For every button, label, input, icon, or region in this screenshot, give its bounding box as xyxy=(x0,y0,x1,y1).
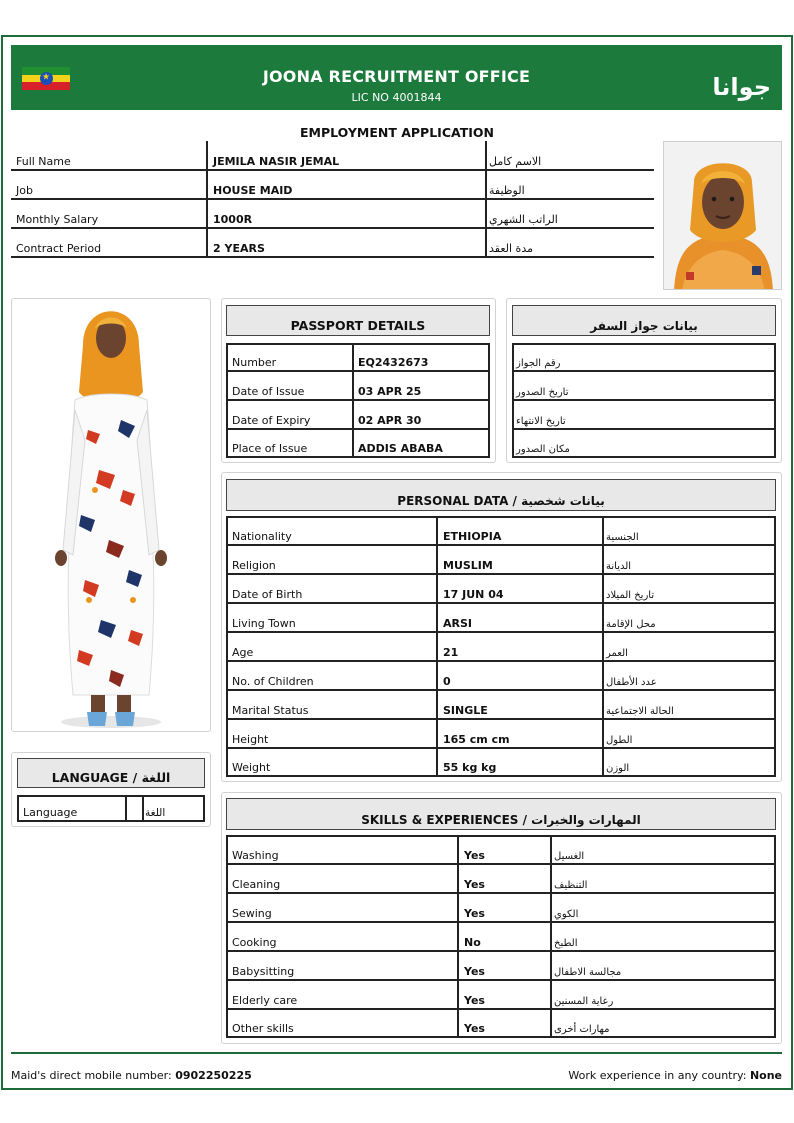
personal-row xyxy=(226,604,776,633)
skills-value: Yes xyxy=(464,878,485,891)
personal-label: No. of Children xyxy=(232,675,314,688)
personal-label-arabic: تاريخ الميلاد xyxy=(606,590,655,601)
passport-arabic-row xyxy=(512,343,776,372)
skills-row xyxy=(226,981,776,1010)
personal-label-arabic: العمر xyxy=(606,648,628,659)
passport-value: EQ2432673 xyxy=(358,356,429,369)
personal-label-arabic: الوزن xyxy=(606,763,630,774)
skills-row xyxy=(226,894,776,923)
summary-row xyxy=(11,229,654,258)
skills-label-arabic: الغسيل xyxy=(554,851,585,862)
summary-value: JEMILA NASIR JEMAL xyxy=(213,155,340,168)
skills-value: Yes xyxy=(464,907,485,920)
personal-label: Nationality xyxy=(232,530,292,543)
personal-label: Marital Status xyxy=(232,704,309,717)
passport-row xyxy=(226,401,490,430)
passport-arabic-row xyxy=(512,372,776,401)
personal-row xyxy=(226,575,776,604)
personal-label: Living Town xyxy=(232,617,296,630)
personal-value: MUSLIM xyxy=(443,559,493,572)
work-experience-label: Work experience in any country: xyxy=(568,1069,747,1082)
summary-label-arabic: الوظيفة xyxy=(489,184,525,197)
passport-label: Date of Issue xyxy=(232,385,305,398)
language-title: LANGUAGE / اللغة xyxy=(17,758,205,788)
passport-label-arabic: رقم الجواز xyxy=(516,358,561,369)
office-name: JOONA RECRUITMENT OFFICE xyxy=(262,67,531,86)
personal-row xyxy=(226,720,776,749)
application-title: EMPLOYMENT APPLICATION xyxy=(300,125,494,140)
skills-row xyxy=(226,835,776,865)
skills-value: Yes xyxy=(464,849,485,862)
passport-row xyxy=(226,430,490,458)
personal-label: Religion xyxy=(232,559,276,572)
skills-label-arabic: التنظيف xyxy=(554,880,588,891)
office-name-arabic: جوانا xyxy=(712,73,771,101)
personal-label-arabic: الديانة xyxy=(606,561,632,572)
personal-label-arabic: محل الإقامة xyxy=(606,619,656,630)
work-experience-value: None xyxy=(749,1069,782,1082)
license-number: LIC NO 4001844 xyxy=(351,91,442,104)
passport-arabic-row xyxy=(512,401,776,430)
ethiopian-flag-icon: ★ xyxy=(22,67,70,90)
passport-title-arabic: بيانات جواز السفر xyxy=(512,305,776,336)
summary-value: HOUSE MAID xyxy=(213,184,293,197)
skills-label-arabic: رعاية المسنين xyxy=(554,996,614,1007)
personal-value: 0 xyxy=(443,675,451,688)
skills-row xyxy=(226,865,776,894)
personal-row xyxy=(226,546,776,575)
personal-row xyxy=(226,516,776,546)
skills-title: SKILLS & EXPERIENCES / المهارات والخبرات xyxy=(226,798,776,830)
personal-label: Date of Birth xyxy=(232,588,303,601)
summary-row xyxy=(11,141,654,171)
summary-label-arabic: الراتب الشهري xyxy=(489,213,558,226)
personal-data-title: PERSONAL DATA / بيانات شخصية xyxy=(226,479,776,511)
skills-value: Yes xyxy=(464,1022,485,1035)
personal-label-arabic: الحالة الاجتماعية xyxy=(606,706,674,717)
skills-value: Yes xyxy=(464,994,485,1007)
personal-value: 17 JUN 04 xyxy=(443,588,504,601)
portrait-photo xyxy=(663,141,782,290)
personal-label-arabic: الطول xyxy=(606,735,633,746)
personal-label-arabic: الجنسية xyxy=(606,532,639,543)
skills-label-arabic: مجالسة الاطفال xyxy=(554,967,622,978)
mobile-number-value: 0902250225 xyxy=(175,1069,252,1082)
skills-row xyxy=(226,1010,776,1038)
skills-label: Babysitting xyxy=(232,965,295,978)
summary-value: 2 YEARS xyxy=(213,242,265,255)
summary-label: Contract Period xyxy=(16,242,102,255)
mobile-number xyxy=(11,1069,252,1082)
personal-label: Age xyxy=(232,646,254,659)
skills-label: Washing xyxy=(232,849,279,862)
passport-label: Place of Issue xyxy=(232,442,308,455)
skills-row xyxy=(226,923,776,952)
passport-value: 02 APR 30 xyxy=(358,414,422,427)
passport-label-arabic: تاريخ الصدور xyxy=(516,387,569,398)
summary-label: Job xyxy=(16,184,33,197)
personal-row xyxy=(226,691,776,720)
skills-label-arabic: مهارات أخرى xyxy=(554,1024,610,1035)
skills-label: Cleaning xyxy=(232,878,281,891)
personal-label-arabic: عدد الأطفال xyxy=(606,677,657,688)
footer-divider xyxy=(11,1052,782,1054)
summary-row xyxy=(11,200,654,229)
personal-value: 21 xyxy=(443,646,459,659)
skills-row xyxy=(226,952,776,981)
full-body-photo xyxy=(13,300,209,730)
personal-value: 165 cm cm xyxy=(443,733,510,746)
header-banner xyxy=(11,45,782,110)
passport-label: Number xyxy=(232,356,277,369)
personal-row xyxy=(226,662,776,691)
passport-value: ADDIS ABABA xyxy=(358,442,443,455)
summary-label: Monthly Salary xyxy=(16,213,99,226)
personal-value: 55 kg kg xyxy=(443,761,497,774)
skills-label-arabic: الطبخ xyxy=(554,938,578,949)
skills-label: Elderly care xyxy=(232,994,298,1007)
passport-arabic-row xyxy=(512,430,776,458)
personal-row xyxy=(226,749,776,777)
summary-label: Full Name xyxy=(16,155,71,168)
mobile-number-label: Maid's direct mobile number: xyxy=(11,1069,172,1082)
passport-title: PASSPORT DETAILS xyxy=(226,305,490,336)
skills-label-arabic: الكوي xyxy=(554,909,579,920)
summary-label-arabic: مدة العقد xyxy=(489,242,533,255)
personal-value: SINGLE xyxy=(443,704,488,717)
passport-label: Date of Expiry xyxy=(232,414,311,427)
summary-label-arabic: الاسم كامل xyxy=(489,155,542,168)
passport-row xyxy=(226,372,490,401)
summary-value: 1000R xyxy=(213,213,253,226)
personal-value: ETHIOPIA xyxy=(443,530,502,543)
passport-label-arabic: تاريخ الانتهاء xyxy=(516,416,566,427)
personal-value: ARSI xyxy=(443,617,472,630)
personal-label: Height xyxy=(232,733,269,746)
work-experience xyxy=(568,1069,782,1082)
summary-row xyxy=(11,171,654,200)
passport-value: 03 APR 25 xyxy=(358,385,422,398)
skills-value: No xyxy=(464,936,481,949)
passport-row xyxy=(226,343,490,372)
skills-value: Yes xyxy=(464,965,485,978)
passport-label-arabic: مكان الصدور xyxy=(516,444,570,455)
language-row xyxy=(17,795,205,822)
language-label: Language xyxy=(23,806,78,819)
personal-row xyxy=(226,633,776,662)
language-label-arabic: اللغة xyxy=(145,807,166,819)
personal-label: Weight xyxy=(232,761,271,774)
skills-label: Other skills xyxy=(232,1022,294,1035)
skills-label: Sewing xyxy=(232,907,272,920)
skills-label: Cooking xyxy=(232,936,277,949)
